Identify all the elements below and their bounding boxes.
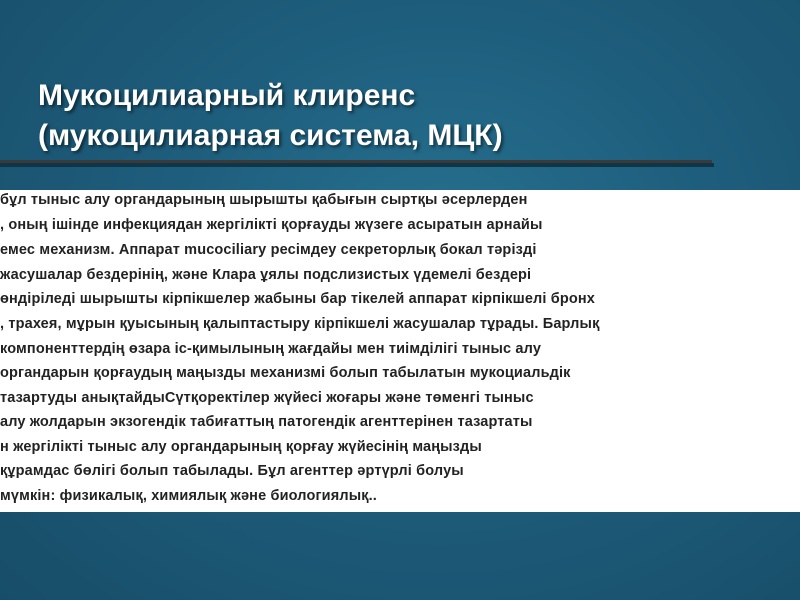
slide-title [38, 76, 738, 156]
slide-title-line: Мукоцилиарный клиренс [38, 79, 416, 112]
body-text-line: компоненттердің өзара іс-қимылының жағдайы мен тиімділігі тыныс алу [0, 341, 542, 357]
body-text-line: , трахея, мұрын қуысының қалыптастыру кірпікшелі жасушалар тұрады. Барлық [0, 316, 600, 332]
body-text-line: өндіріледі шырышты кірпікшелер жабыны бар тікелей аппарат кірпікшелі бронх [0, 291, 596, 307]
body-text-line: емес механизм. Аппарат mucociliary ресімдеу секреторлық бокал тәрізді [0, 242, 537, 258]
body-text-line: органдарын қорғаудың маңызды механизмі болып табылатын мукоциальдік [0, 365, 571, 381]
body-text-line: н жергілікті тыныс алу органдарының қорғау жүйесінің маңызды [0, 439, 482, 455]
body-text-line: , оның ішінде инфекциядан жергілікті қорғауды жүзеге асыратын арнайы [0, 217, 543, 233]
body-text-box [0, 190, 800, 512]
title-divider [0, 160, 712, 163]
body-text-line: алу жолдарын экзогендік табиғаттың патогендік агенттерінен тазартаты [0, 414, 533, 430]
title-divider-shadow [0, 163, 714, 167]
body-text-line: тазартуды анықтайдыСүтқоректілер жүйесі жоғары және төменгі тыныс [0, 390, 534, 406]
body-text-line: жасушалар бездерінің, және Клара ұялы подслизистых үдемелі бездері [0, 267, 532, 283]
slide-title-line: (мукоцилиарная система, МЦК) [38, 119, 503, 152]
body-text-line: құрамдас бөлігі болып табылады. Бұл агенттер әртүрлі болуы [0, 463, 464, 479]
body-text-line: мүмкін: физикалық, химиялық және биологиялық.. [0, 488, 377, 504]
body-text-line: бұл тыныс алу органдарының шырышты қабығын сыртқы әсерлерден [0, 192, 528, 208]
